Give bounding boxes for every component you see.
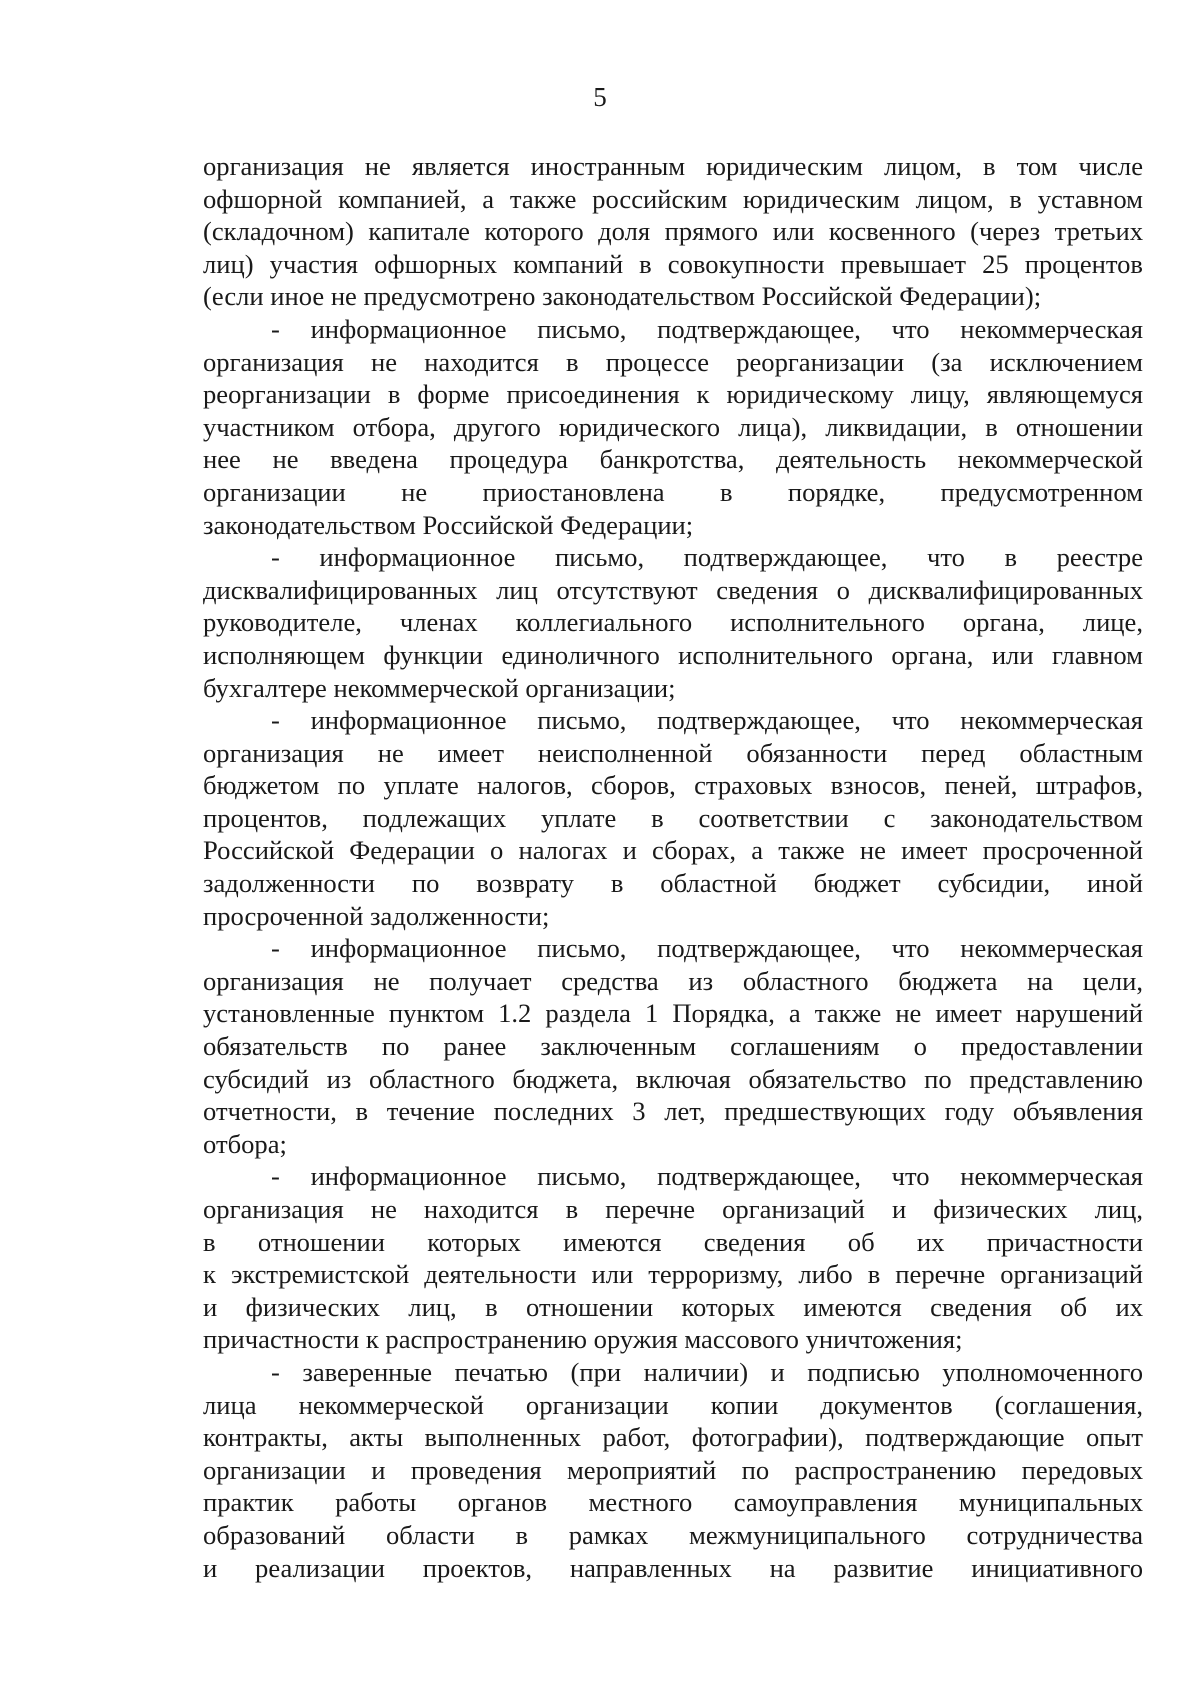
text-line: к экстремистской деятельности или терроризму, либо в перечне организаций (203, 1259, 1143, 1290)
text-line: бюджетом по уплате налогов, сборов, страховых взносов, пеней, штрафов, (203, 770, 1143, 801)
text-line: и реализации проектов, направленных на развитие инициативного (203, 1552, 1143, 1583)
paragraph (203, 1160, 1143, 1356)
text-line: отбора; (203, 1128, 287, 1159)
text-line: организация не является иностранным юридическим лицом, в том числе (203, 151, 1143, 181)
text-line: просроченной задолженности; (203, 900, 550, 931)
text-line: - заверенные печатью (при наличии) и подписью уполномоченного (271, 1356, 1143, 1387)
text-line: офшорной компанией, а также российским юридическим лицом, в уставном (203, 183, 1143, 214)
text-line: обязательств по ранее заключенным соглашениям о предоставлении (203, 1031, 1143, 1062)
text-line: исполняющем функции единоличного исполнительного органа, или главном (203, 639, 1143, 670)
text-line: организации не приостановлена в порядке, предусмотренном (203, 476, 1143, 507)
text-line: - информационное письмо, подтверждающее, что некоммерческая (271, 313, 1143, 344)
text-line: и физических лиц, в отношении которых имеются сведения об их (203, 1291, 1143, 1322)
text-line: в отношении которых имеются сведения об их причастности (203, 1226, 1143, 1257)
text-line: организации и проведения мероприятий по распространению передовых (203, 1454, 1143, 1485)
text-line: установленные пунктом 1.2 раздела 1 Порядка, а также не имеет нарушений (203, 998, 1143, 1029)
text-line: (складочном) капитале которого доля прямого или косвенного (через третьих (203, 216, 1143, 247)
paragraph (203, 150, 1143, 313)
text-line: дисквалифицированных лиц отсутствуют сведения о дисквалифицированных (203, 574, 1143, 605)
text-line: организация не имеет неисполненной обязанности перед областным (203, 737, 1143, 768)
text-line: реорганизации в форме присоединения к юридическому лицу, являющемуся (203, 379, 1143, 410)
text-line: задолженности по возврату в областной бюджет субсидии, иной (203, 868, 1143, 899)
text-line: (если иное не предусмотрено законодательством Российской Федерации); (203, 281, 1042, 312)
paragraph (203, 541, 1143, 704)
text-line: Российской Федерации о налогах и сборах, а также не имеет просроченной (203, 835, 1143, 866)
text-line: образований области в рамках межмуниципального сотрудничества (203, 1519, 1143, 1550)
text-line: практик работы органов местного самоуправления муниципальных (203, 1487, 1143, 1518)
text-line: - информационное письмо, подтверждающее, что некоммерческая (271, 1161, 1143, 1192)
text-line: отчетности, в течение последних 3 лет, предшествующих году объявления (203, 1096, 1143, 1127)
paragraph (203, 932, 1143, 1160)
text-line: участником отбора, другого юридического лица), ликвидации, в отношении (203, 411, 1143, 442)
paragraph (203, 704, 1143, 932)
text-line: организация не находится в процессе реорганизации (за исключением (203, 346, 1143, 377)
text-line: руководителе, членах коллегиального исполнительного органа, лице, (203, 607, 1143, 638)
text-line: законодательством Российской Федерации; (203, 509, 694, 540)
text-line: лица некоммерческой организации копии документов (соглашения, (203, 1389, 1143, 1420)
text-line: - информационное письмо, подтверждающее, что в реестре (271, 542, 1143, 573)
text-line: - информационное письмо, подтверждающее, что некоммерческая (271, 705, 1143, 736)
text-line: организация не находится в перечне организаций и физических лиц, (203, 1194, 1143, 1224)
text-line: - информационное письмо, подтверждающее, что некоммерческая (271, 933, 1143, 964)
text-line: контракты, акты выполненных работ, фотографии), подтверждающие опыт (203, 1422, 1143, 1453)
paragraph (203, 1356, 1143, 1584)
page-number: 5 (593, 82, 607, 112)
text-line: процентов, подлежащих уплате в соответствии с законодательством (203, 802, 1143, 833)
text-line: нее не введена процедура банкротства, деятельность некоммерческой (203, 444, 1143, 475)
document-body (203, 150, 1143, 1584)
text-line: бухгалтере некоммерческой организации; (203, 672, 676, 703)
paragraph (203, 313, 1143, 541)
text-line: организация не получает средства из областного бюджета на цели, (203, 965, 1143, 996)
text-line: субсидий из областного бюджета, включая обязательство по представлению (203, 1063, 1143, 1094)
text-line: причастности к распространению оружия массового уничтожения; (203, 1324, 963, 1355)
text-line: лиц) участия офшорных компаний в совокупности превышает 25 процентов (203, 248, 1143, 279)
